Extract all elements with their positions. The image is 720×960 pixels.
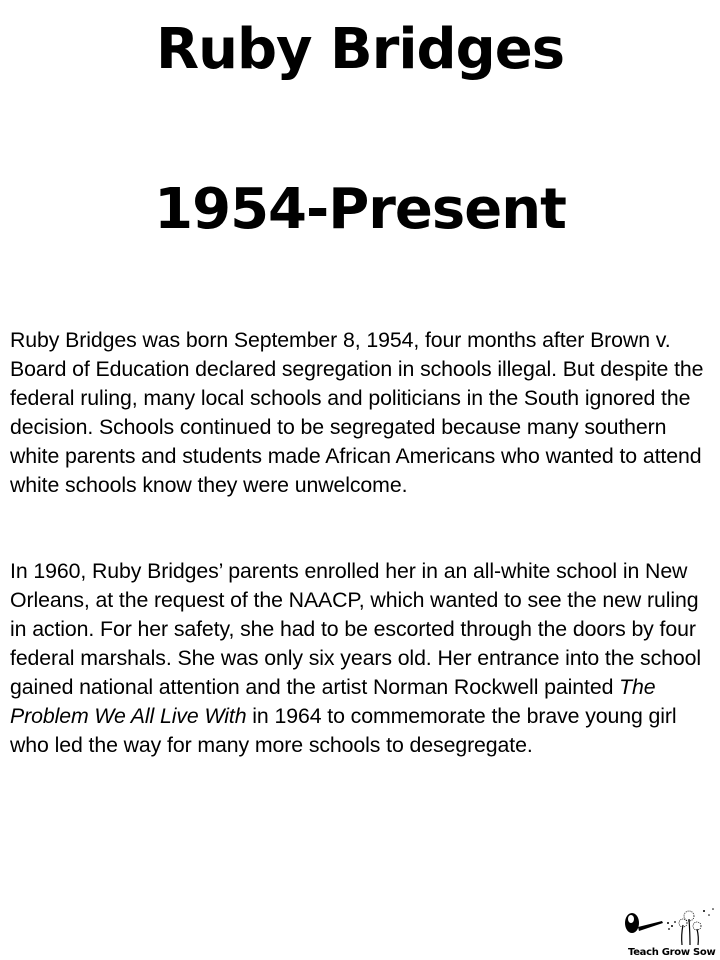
paragraph-school-text-start: In 1960, Ruby Bridges’ parents enrolled her in an all-white school in New Orleans, at the request of the NAACP, which wanted to see the new ruling in action. For her safety, she had to be escorted through the doors by four federal marshals. She was only six years old. Her entrance into the school gained national attention and the artist Norman Rockwell painted: [10, 559, 702, 699]
years-subtitle: 1954-Present: [154, 177, 566, 242]
brand-logo: [618, 905, 718, 960]
page-title: Ruby Bridges: [155, 17, 565, 82]
paragraph-school-text-end: in 1964 to commemorate the brave young girl who led the way for many more schools to desegregate.: [10, 704, 677, 757]
paragraph-school: [10, 557, 712, 760]
brand-logo-text: Teach Grow Sow: [628, 947, 716, 958]
painting-title: The Problem We All Live With: [10, 675, 656, 728]
paragraph-birth: Ruby Bridges was born September 8, 1954, four months after Brown v. Board of Education declared segregation in schools illegal. But despite the federal ruling, many local schools and politicians in the South ignored the decision. Schools continued to be segregated because many southern white parents and students made African Americans who wanted to attend white schools know they were unwelcome.: [10, 328, 704, 497]
watering-can-dandelion-icon: [622, 905, 718, 947]
